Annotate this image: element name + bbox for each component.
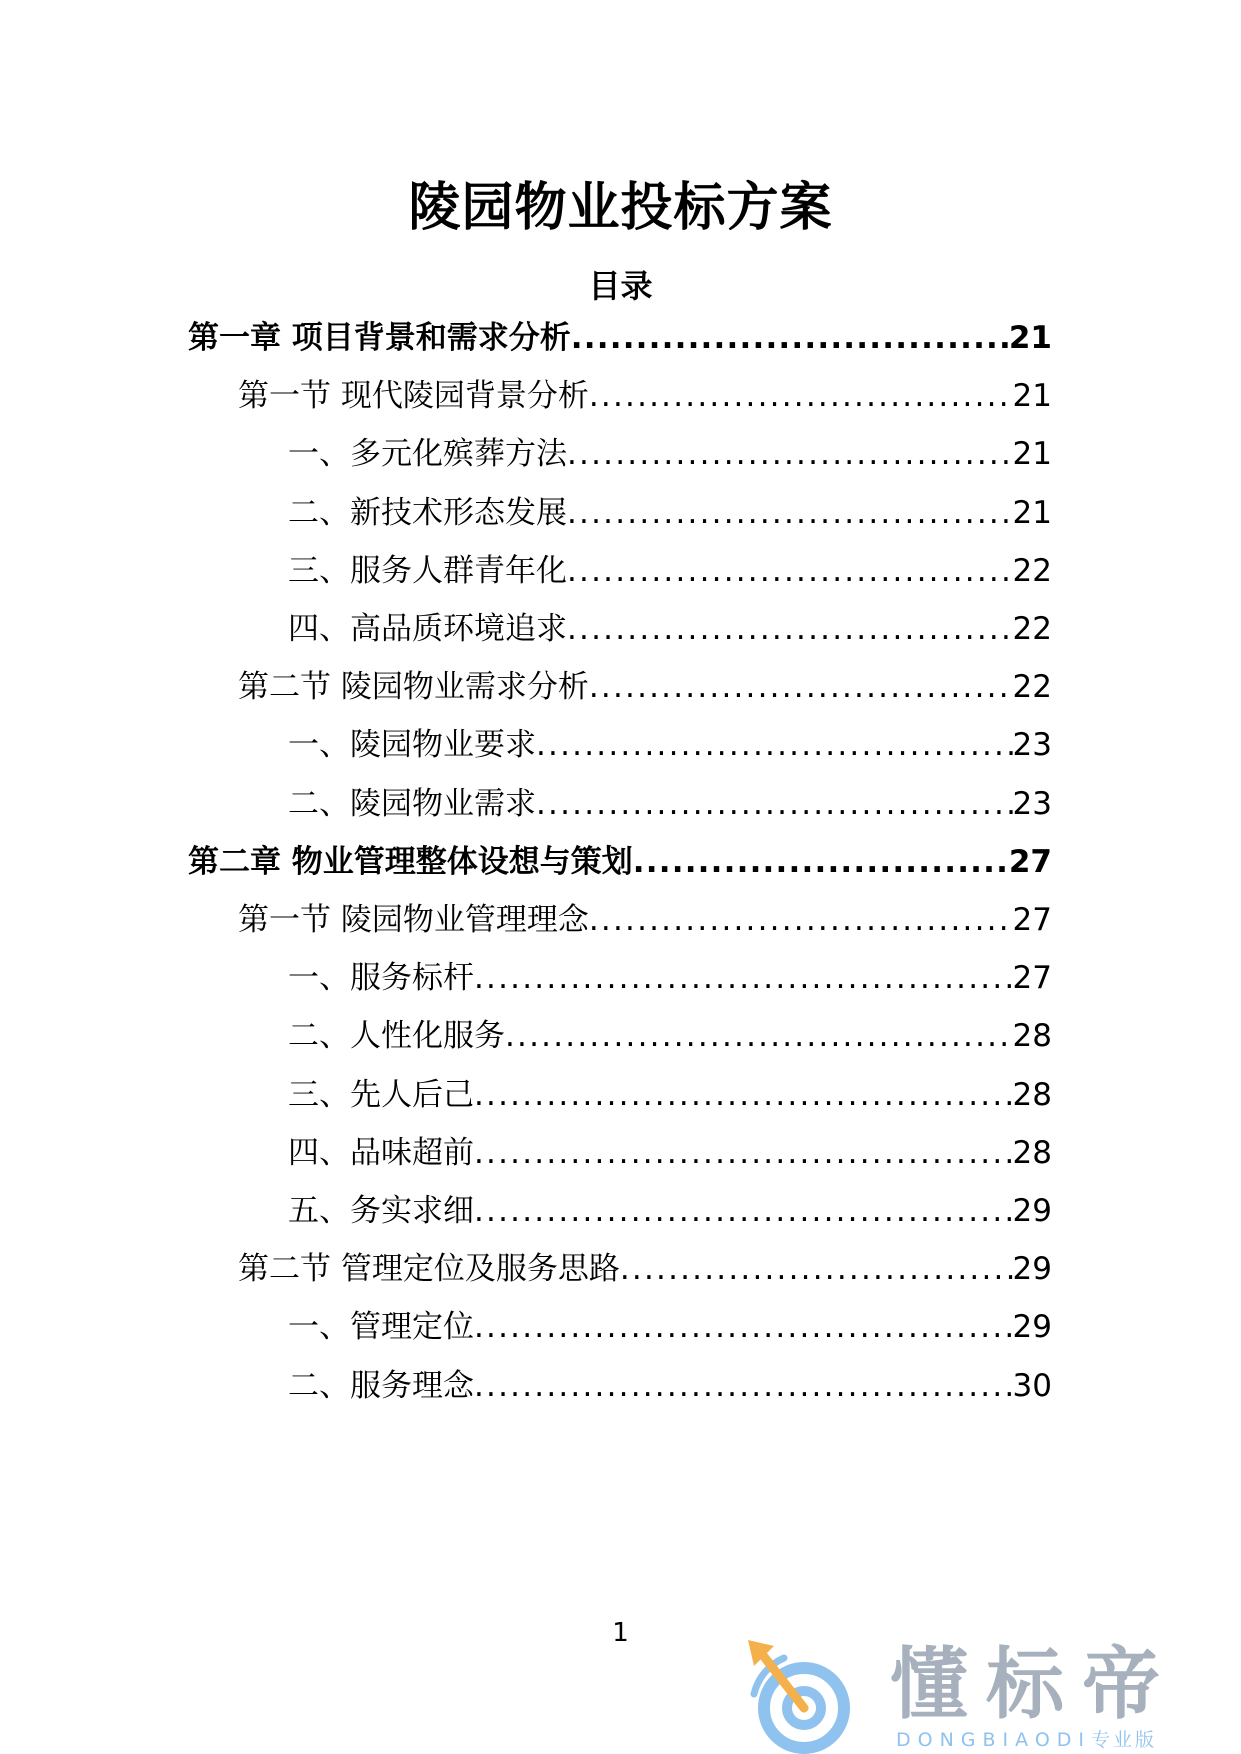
toc-entry[interactable]: [188, 839, 1052, 885]
toc-entry-page: 27: [1008, 844, 1052, 880]
toc-dot-leader: [567, 548, 1013, 594]
toc-dot-leader: [620, 1246, 1013, 1292]
toc-entry-label: 二、新技术形态发展: [288, 495, 567, 531]
toc-entry-label: 一、陵园物业要求: [288, 727, 536, 763]
toc-entry[interactable]: [288, 1013, 1052, 1059]
toc-entry[interactable]: [288, 490, 1052, 536]
toc-entry-label: 四、品味超前: [288, 1135, 474, 1171]
toc-entry-label: 第一节 陵园物业管理理念: [238, 902, 589, 938]
toc-entry-page: 27: [1012, 902, 1052, 938]
toc-entry-page: 21: [1008, 320, 1052, 356]
watermark-subtitle: [896, 1728, 1157, 1752]
toc-entry-page: 28: [1012, 1018, 1052, 1054]
toc-entry[interactable]: [188, 315, 1052, 361]
toc-entry-page: 22: [1012, 611, 1052, 647]
toc-dot-leader: [505, 1013, 1013, 1059]
toc-dot-leader: [589, 664, 1013, 710]
toc-entry-page: 21: [1012, 436, 1052, 472]
toc-entry[interactable]: [238, 1246, 1052, 1292]
toc-entry[interactable]: [288, 722, 1052, 768]
watermark-latin: DONGBIAODI: [896, 1729, 1092, 1751]
toc-dot-leader: [536, 781, 1013, 827]
toc-entry[interactable]: [288, 781, 1052, 827]
toc-entry-page: 30: [1012, 1368, 1052, 1404]
toc-dot-leader: [571, 315, 1009, 361]
toc-dot-leader: [567, 431, 1013, 477]
toc-entry-page: 21: [1012, 495, 1052, 531]
toc-entry-label: 二、陵园物业需求: [288, 786, 536, 822]
toc-entry-label: 三、服务人群青年化: [288, 553, 567, 589]
toc-entry[interactable]: [288, 431, 1052, 477]
toc-entry-page: 22: [1012, 669, 1052, 705]
toc-entry-label: 一、服务标杆: [288, 960, 474, 996]
toc-entry[interactable]: [238, 664, 1052, 710]
toc-entry-page: 21: [1012, 378, 1052, 414]
toc-entry[interactable]: [288, 1304, 1052, 1350]
toc-dot-leader: [474, 955, 1013, 1001]
toc-entry[interactable]: [288, 955, 1052, 1001]
toc-entry-page: 27: [1012, 960, 1052, 996]
toc-entry[interactable]: [238, 897, 1052, 943]
toc-entry-label: 第二节 管理定位及服务思路: [238, 1251, 620, 1287]
toc-entry-label: 第二节 陵园物业需求分析: [238, 669, 589, 705]
page-title: 陵园物业投标方案: [408, 178, 833, 238]
toc-dot-leader: [474, 1072, 1013, 1118]
toc-entry[interactable]: [238, 373, 1052, 419]
toc-entry[interactable]: [288, 606, 1052, 652]
toc-dot-leader: [536, 722, 1013, 768]
toc-entry-page: 28: [1012, 1077, 1052, 1113]
toc-entry-page: 28: [1012, 1135, 1052, 1171]
toc-dot-leader: [589, 897, 1013, 943]
toc-entry-label: 第一节 现代陵园背景分析: [238, 378, 589, 414]
toc-dot-leader: [474, 1304, 1013, 1350]
toc-heading: 目录: [588, 267, 653, 305]
toc-dot-leader: [474, 1188, 1013, 1234]
toc-entry[interactable]: [288, 1363, 1052, 1409]
toc-entry-label: 三、先人后己: [288, 1077, 474, 1113]
toc-entry-label: 二、服务理念: [288, 1368, 474, 1404]
toc-entry-page: 22: [1012, 553, 1052, 589]
toc-entry-page: 23: [1012, 727, 1052, 763]
toc-entry-label: 一、管理定位: [288, 1309, 474, 1345]
toc-dot-leader: [633, 839, 1009, 885]
watermark: [740, 1636, 1220, 1754]
toc-entry-label: 第一章 项目背景和需求分析: [188, 320, 571, 356]
toc-entry-page: 29: [1012, 1309, 1052, 1345]
page-number: 1: [612, 1618, 629, 1648]
toc-entry-page: 29: [1012, 1251, 1052, 1287]
toc-entry-label: 四、高品质环境追求: [288, 611, 567, 647]
toc-entry-page: 23: [1012, 786, 1052, 822]
toc-dot-leader: [589, 373, 1013, 419]
toc-entry[interactable]: [288, 1188, 1052, 1234]
watermark-brand: 懂标帝: [890, 1640, 1179, 1730]
toc-entry-label: 一、多元化殡葬方法: [288, 436, 567, 472]
watermark-edition: 专业版: [1091, 1729, 1158, 1751]
toc-entry-label: 第二章 物业管理整体设想与策划: [188, 844, 633, 880]
toc-entry-label: 二、人性化服务: [288, 1018, 505, 1054]
toc-entry[interactable]: [288, 1130, 1052, 1176]
toc-entry-label: 五、务实求细: [288, 1193, 474, 1229]
toc-entry-page: 29: [1012, 1193, 1052, 1229]
target-arrow-logo-icon: [740, 1636, 870, 1754]
toc-dot-leader: [474, 1363, 1013, 1409]
toc-entry[interactable]: [288, 1072, 1052, 1118]
toc-dot-leader: [567, 606, 1013, 652]
toc-dot-leader: [474, 1130, 1013, 1176]
toc-entry[interactable]: [288, 548, 1052, 594]
toc-dot-leader: [567, 490, 1013, 536]
